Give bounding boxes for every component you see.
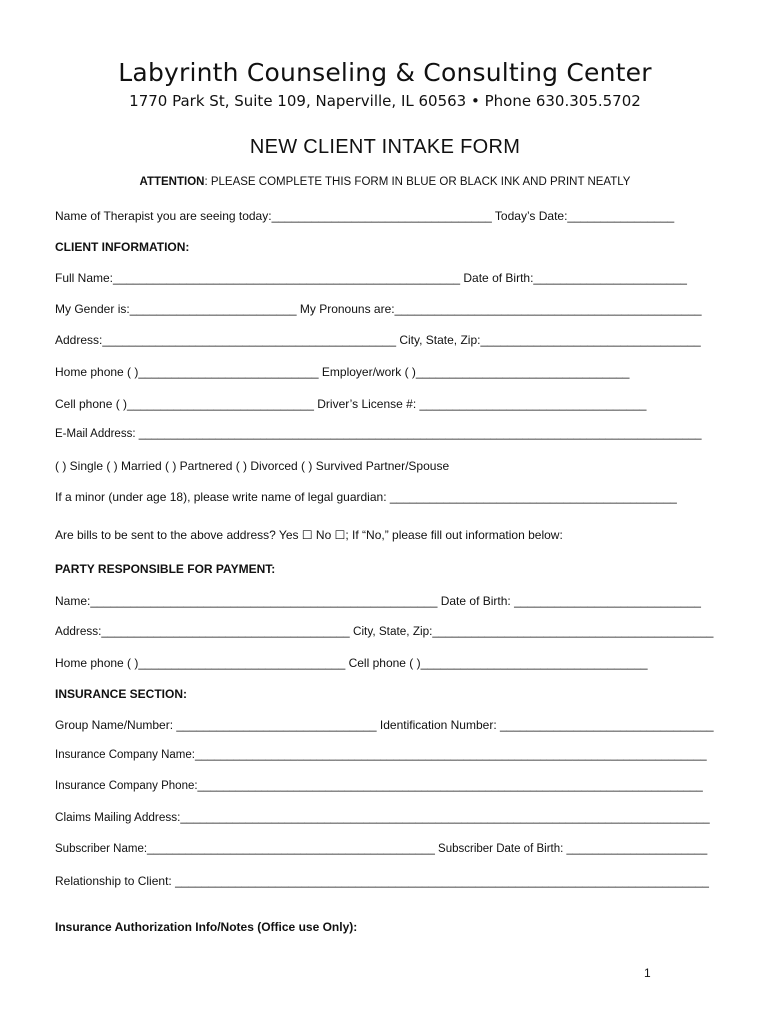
form-title: NEW CLIENT INTAKE FORM	[249, 136, 521, 158]
org-address: 1770 Park St, Suite 109, Naperville, IL 60563 • Phone 630.305.5702	[129, 92, 641, 110]
insurance-heading: INSURANCE SECTION:	[55, 687, 188, 701]
bills-row[interactable]: Are bills to be sent to the above address? Yes ☐ No ☐; If “No,” please fill out information below:	[55, 528, 563, 542]
marital-status-row[interactable]: ( ) Single ( ) Married ( ) Partnered ( ) Divorced ( ) Survived Partner/Spouse	[55, 459, 450, 473]
attention-text: : PLEASE COMPLETE THIS FORM IN BLUE OR BLACK INK AND PRINT NEATLY	[204, 176, 631, 188]
party-phone-row[interactable]: Home phone ( )_______________________________ Cell phone ( )__________________________________	[55, 656, 648, 670]
party-heading: PARTY RESPONSIBLE FOR PAYMENT:	[55, 562, 276, 576]
home-phone-row[interactable]: Home phone ( )___________________________ Employer/work ( )________________________________	[55, 365, 630, 379]
insurance-company-row[interactable]: Insurance Company Name:________________________________________________________________________________	[55, 749, 707, 761]
relationship-row[interactable]: Relationship to Client: ________________________________________________________________________________	[55, 874, 709, 888]
therapist-row[interactable]: Name of Therapist you are seeing today:_________________________________ Today’s Date:________________	[55, 209, 675, 223]
attention-notice	[0, 176, 770, 188]
guardian-row[interactable]: If a minor (under age 18), please write name of legal guardian: ___________________________________________	[55, 490, 677, 504]
client-info-heading: CLIENT INFORMATION:	[55, 240, 190, 254]
page-number: 1	[644, 966, 651, 980]
group-row[interactable]: Group Name/Number: ______________________________ Identification Number: ________________________________	[55, 718, 714, 732]
full-name-row[interactable]: Full Name:____________________________________________________ Date of Birth:_______________________	[55, 271, 687, 285]
claims-address-row[interactable]: Claims Mailing Address:_________________________________________________________________________________	[55, 811, 710, 824]
email-row[interactable]: E-Mail Address: ________________________________________________________________________________________	[55, 428, 702, 440]
authorization-heading: Insurance Authorization Info/Notes (Office use Only):	[55, 920, 358, 934]
cell-phone-row[interactable]: Cell phone ( )____________________________ Driver’s License #: __________________________________	[55, 397, 647, 411]
insurance-phone-row[interactable]: Insurance Company Phone:_______________________________________________________________________________	[55, 780, 703, 792]
subscriber-row[interactable]: Subscriber Name:_____________________________________________ Subscriber Date of Birth: ______________________	[55, 843, 708, 855]
gender-row[interactable]: My Gender is:_________________________ My Pronouns are:______________________________________________	[55, 302, 702, 316]
attention-label: ATTENTION	[139, 176, 205, 188]
party-address-row[interactable]: Address:______________________________________ City, State, Zip:___________________________________________	[55, 625, 714, 638]
party-name-row[interactable]: Name:____________________________________________________ Date of Birth: ____________________________	[55, 594, 701, 608]
org-name: Labyrinth Counseling & Consulting Center	[118, 58, 652, 87]
address-row[interactable]: Address:____________________________________________ City, State, Zip:_________________________________	[55, 333, 701, 347]
